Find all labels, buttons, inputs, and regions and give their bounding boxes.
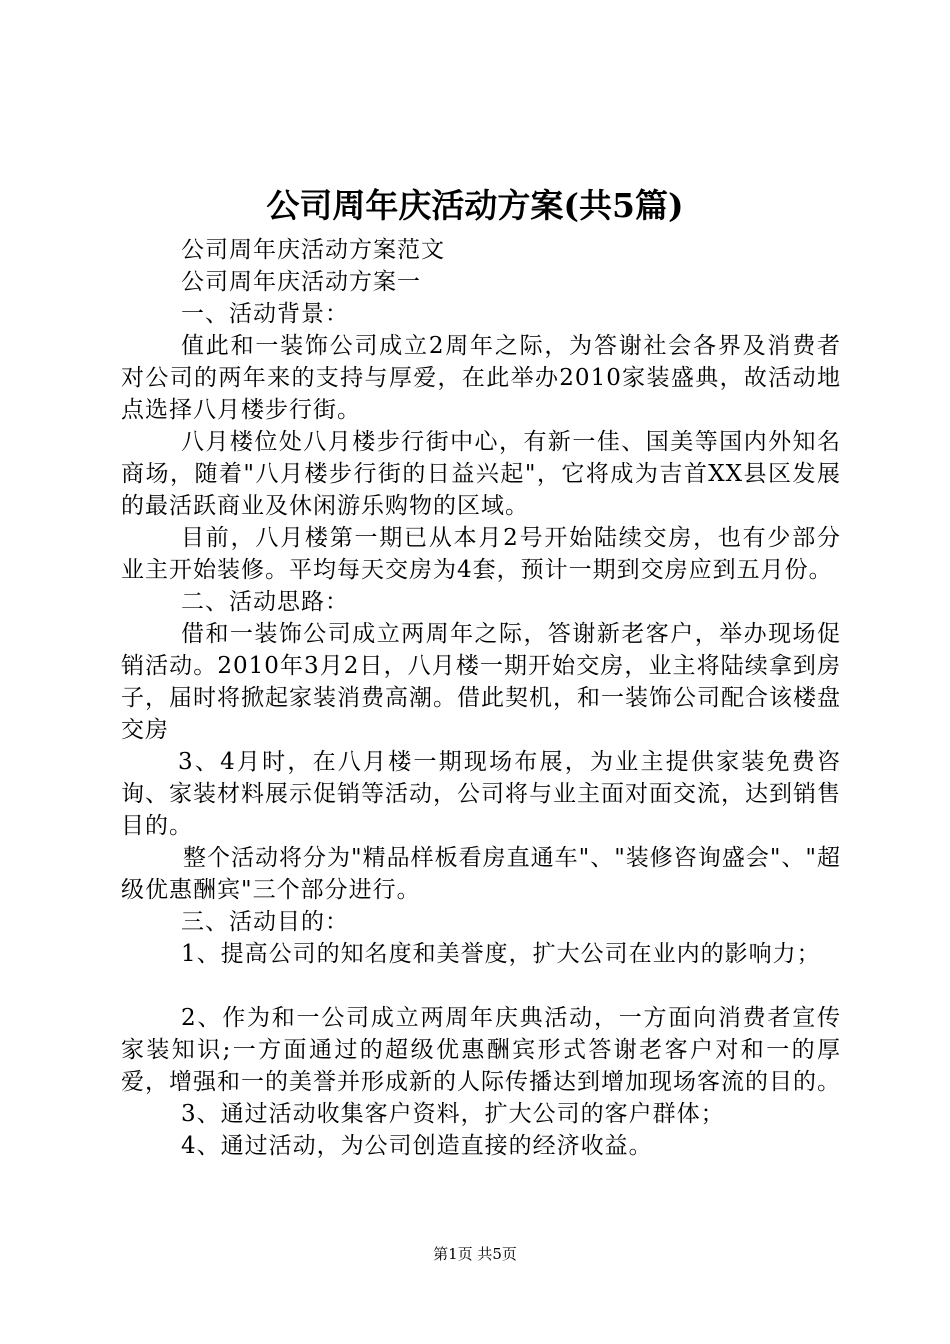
list-item: 4、通过活动，为公司创造直接的经济收益。 — [181, 1133, 653, 1159]
paragraph: 值此和一装饰公司成立2周年之际，为答谢社会各界及消费者对公司的两年来的支持与厚爱，在此举办2010家装盛典，故活动地点选择八月楼步行街。 — [121, 333, 841, 423]
section-heading-background: 一、活动背景： — [181, 301, 349, 327]
paragraph: 整个活动将分为"精品样板看房直通车"、"装修咨询盛会"、"超级优惠酬宾"三个部分进行。 — [121, 845, 841, 903]
paragraph: 目前，八月楼第一期已从本月2号开始陆续交房，也有少部分业主开始装修。平均每天交房为4套，预计一期到交房应到五月份。 — [121, 525, 841, 583]
list-item: 3、通过活动收集客户资料，扩大公司的客户群体； — [181, 1101, 725, 1127]
paragraph-subtitle: 公司周年庆活动方案范文 — [181, 237, 445, 263]
list-item: 2、作为和一公司成立两周年庆典活动，一方面向消费者宣传家装知识;一方面通过的超级优惠酬宾形式答谢老客户对和一的厚爱，增强和一的美誉并形成新的人际传播达到增加现场客流的目的。 — [121, 1005, 841, 1095]
list-item: 1、提高公司的知名度和美誉度，扩大公司在业内的影响力； — [181, 941, 821, 967]
document-body — [121, 234, 841, 1162]
section-heading-goals: 三、活动目的： — [181, 909, 349, 935]
page-number: 第1页 共5页 — [433, 1245, 517, 1263]
paragraph-plan-heading: 公司周年庆活动方案一 — [181, 269, 421, 295]
paragraph: 八月楼位处八月楼步行街中心，有新一佳、国美等国内外知名商场，随着"八月楼步行街的日益兴起"，它将成为吉首XX县区发展的最活跃商业及休闲游乐购物的区域。 — [121, 429, 841, 519]
section-heading-approach: 二、活动思路： — [181, 589, 349, 615]
paragraph: 3、4月时，在八月楼一期现场布展，为业主提供家装免费咨询、家装材料展示促销等活动，公司将与业主面对面交流，达到销售目的。 — [121, 749, 841, 839]
paragraph: 借和一装饰公司成立两周年之际，答谢新老客户，举办现场促销活动。2010年3月2日，八月楼一期开始交房，业主将陆续拿到房子，届时将掀起家装消费高潮。借此契机，和一装饰公司配合该楼盘交房 — [121, 621, 841, 743]
document-title: 公司周年庆活动方案(共5篇) — [266, 186, 684, 225]
